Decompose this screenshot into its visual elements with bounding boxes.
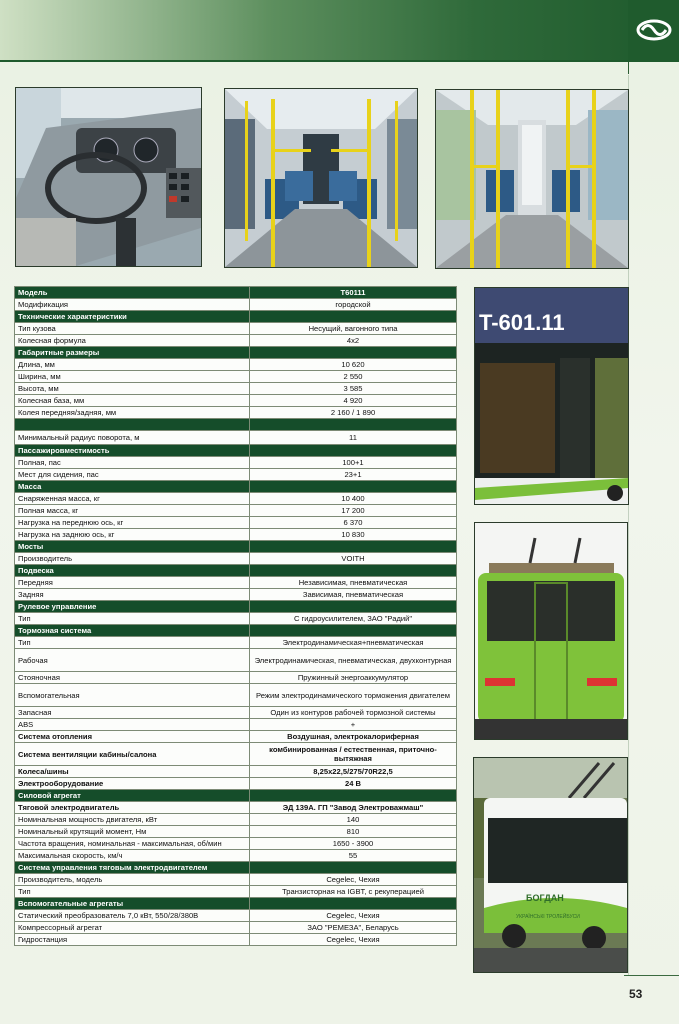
spec-row bbox=[15, 383, 457, 395]
photo-bus-rear bbox=[474, 522, 628, 740]
spec-row bbox=[15, 493, 457, 505]
page-number: 53 bbox=[629, 987, 643, 1001]
spec-row bbox=[15, 371, 457, 383]
spec-label: Тяговой электродвигатель bbox=[15, 802, 250, 814]
spec-value: городской bbox=[250, 299, 457, 311]
spec-label: Технические характеристики bbox=[15, 311, 250, 323]
spec-section-row bbox=[15, 445, 457, 457]
spec-label: Колеса/шины bbox=[15, 766, 250, 778]
spec-row bbox=[15, 553, 457, 565]
spec-label: Ширина, мм bbox=[15, 371, 250, 383]
spec-label: Модель bbox=[15, 287, 250, 299]
logo-icon bbox=[635, 18, 673, 42]
spec-label: Габаритные размеры bbox=[15, 347, 250, 359]
spec-row bbox=[15, 838, 457, 850]
spec-label: Система управления тяговым электродвигателем bbox=[15, 862, 250, 874]
spec-row bbox=[15, 395, 457, 407]
spec-label: Минимальный радиус поворота, м bbox=[15, 431, 250, 445]
spec-label: Тип кузова bbox=[15, 323, 250, 335]
spec-value: 8,25x22,5/275/70R22,5 bbox=[250, 766, 457, 778]
spec-row bbox=[15, 649, 457, 672]
spec-label: Электрооборудование bbox=[15, 778, 250, 790]
spec-value bbox=[250, 565, 457, 577]
spec-value bbox=[250, 862, 457, 874]
spec-value: Пружинный энергоаккумулятор bbox=[250, 672, 457, 684]
spec-value: Воздушная, электрокалориферная bbox=[250, 731, 457, 743]
spec-section-row bbox=[15, 287, 457, 299]
spec-label: Вспомогательная bbox=[15, 684, 250, 707]
spec-value: Электродинамическая, пневматическая, двухконтурная bbox=[250, 649, 457, 672]
spec-section-row bbox=[15, 541, 457, 553]
spec-row bbox=[15, 814, 457, 826]
spec-row bbox=[15, 299, 457, 311]
spec-label: Масса bbox=[15, 481, 250, 493]
spec-value: 4 920 bbox=[250, 395, 457, 407]
spec-value: 10 620 bbox=[250, 359, 457, 371]
header-tick bbox=[628, 62, 629, 74]
photo-interior-rear bbox=[435, 89, 629, 269]
spec-label: Высота, мм bbox=[15, 383, 250, 395]
spec-section-row bbox=[15, 862, 457, 874]
header-rule bbox=[0, 60, 679, 62]
photo-bus-side bbox=[474, 287, 629, 505]
spec-row bbox=[15, 934, 457, 946]
spec-row bbox=[15, 637, 457, 649]
spec-section-row bbox=[15, 347, 457, 359]
spec-value: ЭД 139А. ГП "Завод Электроважмаш" bbox=[250, 802, 457, 814]
spec-row bbox=[15, 707, 457, 719]
spec-value: 3 585 bbox=[250, 383, 457, 395]
spec-value: ЗАО "РЕМЕЗА", Беларусь bbox=[250, 922, 457, 934]
spec-row bbox=[15, 743, 457, 766]
page-number-rule bbox=[624, 975, 679, 976]
spec-value bbox=[250, 481, 457, 493]
spec-row bbox=[15, 886, 457, 898]
spec-value bbox=[250, 601, 457, 613]
spec-row bbox=[15, 505, 457, 517]
spec-row bbox=[15, 731, 457, 743]
spec-label: ABS bbox=[15, 719, 250, 731]
spec-label: Длина, мм bbox=[15, 359, 250, 371]
spec-value: 810 bbox=[250, 826, 457, 838]
spec-value bbox=[250, 311, 457, 323]
spec-value: + bbox=[250, 719, 457, 731]
spec-row bbox=[15, 778, 457, 790]
spec-row bbox=[15, 684, 457, 707]
spec-row bbox=[15, 469, 457, 481]
spec-label: Подвеска bbox=[15, 565, 250, 577]
spec-row bbox=[15, 922, 457, 934]
spec-value bbox=[250, 790, 457, 802]
spec-row bbox=[15, 323, 457, 335]
spec-value: 10 830 bbox=[250, 529, 457, 541]
spec-row bbox=[15, 802, 457, 814]
spec-label: Снаряженная масса, кг bbox=[15, 493, 250, 505]
spec-value: 55 bbox=[250, 850, 457, 862]
spec-value: 2 550 bbox=[250, 371, 457, 383]
brand-logo bbox=[628, 0, 679, 60]
spec-label: Гидростанция bbox=[15, 934, 250, 946]
spec-label: Силовой агрегат bbox=[15, 790, 250, 802]
spec-section-row bbox=[15, 625, 457, 637]
spec-label: Производитель, модель bbox=[15, 874, 250, 886]
spec-row bbox=[15, 672, 457, 684]
spec-value bbox=[250, 898, 457, 910]
spec-value bbox=[250, 625, 457, 637]
spec-label: Запасная bbox=[15, 707, 250, 719]
spec-value: Независимая, пневматическая bbox=[250, 577, 457, 589]
spec-label: Вспомогательные агрегаты bbox=[15, 898, 250, 910]
spec-label: Статический преобразователь 7,0 кВт, 550/28/380В bbox=[15, 910, 250, 922]
spec-label: Передняя bbox=[15, 577, 250, 589]
photo-driver-cockpit bbox=[15, 87, 202, 267]
spec-label: Колесная база, мм bbox=[15, 395, 250, 407]
spec-value bbox=[250, 347, 457, 359]
spec-value: Cegelec, Чехия bbox=[250, 874, 457, 886]
spec-label: Задняя bbox=[15, 589, 250, 601]
spec-label: Полная, пас bbox=[15, 457, 250, 469]
spec-section-row bbox=[15, 481, 457, 493]
spec-row bbox=[15, 589, 457, 601]
spec-label: Тип bbox=[15, 613, 250, 625]
spec-section-row bbox=[15, 790, 457, 802]
spec-value: Т60111 bbox=[250, 287, 457, 299]
spec-label: Колея передняя/задняя, мм bbox=[15, 407, 250, 419]
spec-label: Система отопления bbox=[15, 731, 250, 743]
spec-value: Один из контуров рабочей тормозной системы bbox=[250, 707, 457, 719]
spec-value: 1650 - 3900 bbox=[250, 838, 457, 850]
spec-label: Мосты bbox=[15, 541, 250, 553]
spec-table bbox=[14, 286, 457, 946]
spec-label: Рабочая bbox=[15, 649, 250, 672]
spec-value: 24 В bbox=[250, 778, 457, 790]
spec-label: Тип bbox=[15, 886, 250, 898]
spec-label: Максимальная скорость, км/ч bbox=[15, 850, 250, 862]
spec-row bbox=[15, 766, 457, 778]
spec-section-row bbox=[15, 311, 457, 323]
spec-label: Производитель bbox=[15, 553, 250, 565]
spec-row bbox=[15, 577, 457, 589]
spec-label: Нагрузка на заднюю ось, кг bbox=[15, 529, 250, 541]
spec-section-row bbox=[15, 419, 457, 431]
spec-value: 140 bbox=[250, 814, 457, 826]
spec-label: Компрессорный агрегат bbox=[15, 922, 250, 934]
spec-value: Cegelec, Чехия bbox=[250, 934, 457, 946]
spec-value: 17 200 bbox=[250, 505, 457, 517]
spec-value bbox=[250, 445, 457, 457]
header-band bbox=[0, 0, 679, 60]
spec-label: Рулевое управление bbox=[15, 601, 250, 613]
spec-value: Режим электродинамического торможения двигателем bbox=[250, 684, 457, 707]
spec-label: Номинальная мощность двигателя, кВт bbox=[15, 814, 250, 826]
spec-value: VOITH bbox=[250, 553, 457, 565]
spec-label: Пассажировместимость bbox=[15, 445, 250, 457]
spec-value bbox=[250, 541, 457, 553]
spec-row bbox=[15, 850, 457, 862]
bus-brand-sub: УКРАЇНСЬКІ ТРОЛЕЙБУСИ bbox=[516, 914, 580, 920]
spec-value: 100+1 bbox=[250, 457, 457, 469]
spec-value: Электродинамическая+пневматическая bbox=[250, 637, 457, 649]
spec-label: Модификация bbox=[15, 299, 250, 311]
spec-label: Полная масса, кг bbox=[15, 505, 250, 517]
spec-label: Система вентиляции кабины/салона bbox=[15, 743, 250, 766]
bus-number-label: T-601.11 bbox=[479, 310, 565, 335]
spec-value: 6 370 bbox=[250, 517, 457, 529]
spec-row bbox=[15, 529, 457, 541]
spec-label: Тормозная система bbox=[15, 625, 250, 637]
spec-row bbox=[15, 826, 457, 838]
spec-row bbox=[15, 910, 457, 922]
spec-value: 4x2 bbox=[250, 335, 457, 347]
spec-value: Несущий, вагонного типа bbox=[250, 323, 457, 335]
spec-value: 23+1 bbox=[250, 469, 457, 481]
spec-value: Транзисторная на IGBT, с рекуперацией bbox=[250, 886, 457, 898]
spec-label bbox=[15, 419, 250, 431]
bus-brand-label: БОГДАН bbox=[526, 893, 564, 903]
spec-value: С гидроусилителем, ЗАО "Радий" bbox=[250, 613, 457, 625]
spec-label: Нагрузка на переднюю ось, кг bbox=[15, 517, 250, 529]
spec-row bbox=[15, 719, 457, 731]
spec-value: 10 400 bbox=[250, 493, 457, 505]
spec-row bbox=[15, 517, 457, 529]
spec-row bbox=[15, 613, 457, 625]
spec-value: Зависимая, пневматическая bbox=[250, 589, 457, 601]
spec-row bbox=[15, 335, 457, 347]
spec-row bbox=[15, 359, 457, 371]
spec-value bbox=[250, 419, 457, 431]
photo-interior-front bbox=[224, 88, 418, 268]
spec-label: Номинальный крутящий момент, Нм bbox=[15, 826, 250, 838]
spec-row bbox=[15, 874, 457, 886]
spec-row bbox=[15, 457, 457, 469]
photo-bus-outdoor bbox=[473, 757, 628, 973]
spec-section-row bbox=[15, 898, 457, 910]
spec-row bbox=[15, 431, 457, 445]
spec-label: Тип bbox=[15, 637, 250, 649]
spec-label: Стояночная bbox=[15, 672, 250, 684]
spec-value: комбинированная / естественная, приточно-вытяжная bbox=[250, 743, 457, 766]
spec-label: Мест для сидения, пас bbox=[15, 469, 250, 481]
spec-value: Cegelec, Чехия bbox=[250, 910, 457, 922]
spec-value: 2 160 / 1 890 bbox=[250, 407, 457, 419]
spec-section-row bbox=[15, 601, 457, 613]
spec-label: Колесная формула bbox=[15, 335, 250, 347]
spec-label: Частота вращения, номинальная - максимальная, об/мин bbox=[15, 838, 250, 850]
spec-section-row bbox=[15, 565, 457, 577]
spec-row bbox=[15, 407, 457, 419]
spec-value: 11 bbox=[250, 431, 457, 445]
